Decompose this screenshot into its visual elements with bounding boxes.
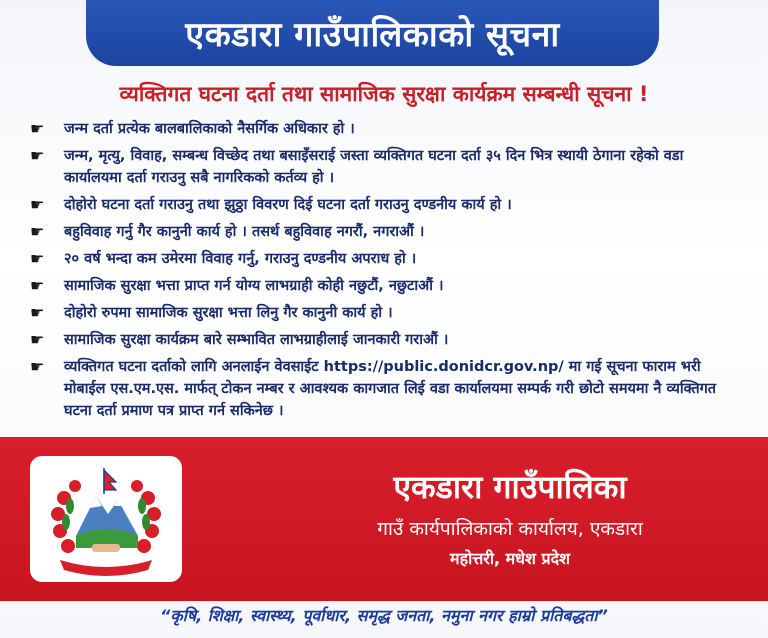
- pointing-hand-icon: ☛: [30, 195, 45, 214]
- header-title: एकडारा गाउँपालिकाको सूचना: [86, 0, 659, 66]
- list-item-text: बहुविवाह गर्नु गैर कानुनी कार्य हो । तसर्थ बहुविवाह नगरौं, नगराऔं ।: [64, 224, 425, 240]
- list-item-text: जन्म दर्ता प्रत्येक बालबालिकाको नैसर्गिक अधिकार हो ।: [64, 121, 355, 137]
- list-item: [30, 221, 740, 243]
- notice-list: [30, 118, 740, 427]
- pointing-hand-icon: ☛: [30, 146, 45, 165]
- list-item: [30, 275, 740, 297]
- org-name: एकडारा गाउँपालिका: [393, 468, 627, 506]
- list-item: [30, 194, 740, 216]
- slogan: “कृषि, शिक्षा, स्वास्थ्य, पूर्वाधार, समृद्ध जनता, नमुना नगर हाम्रो प्रतिबद्धता”: [160, 606, 608, 625]
- pointing-hand-icon: ☛: [30, 249, 45, 268]
- province-name: महोत्तरी, मधेश प्रदेश: [450, 549, 570, 568]
- pointing-hand-icon: ☛: [30, 357, 45, 376]
- emblem-frame: [30, 456, 182, 582]
- list-item: [30, 118, 740, 140]
- list-item-text: २० वर्ष भन्दा कम उमेरमा विवाह गर्नु, गराउनु दण्डनीय अपराध हो ।: [64, 251, 417, 267]
- list-item: [30, 145, 740, 189]
- list-item: [30, 356, 740, 422]
- pointing-hand-icon: ☛: [30, 222, 45, 241]
- list-item-text: दोहोरो घटना दर्ता गराउनु तथा झुठ्ठा विवरण दिई घटना दर्ता गराउनु दण्डनीय कार्य हो ।: [64, 197, 512, 213]
- list-item-text: सामाजिक सुरक्षा कार्यक्रम बारे सम्भावित लाभग्राहीलाई जानकारी गराऔं ।: [64, 332, 449, 348]
- list-item-text: दोहोरो रुपमा सामाजिक सुरक्षा भत्ता लिनु गैर कानुनी कार्य हो ।: [64, 305, 393, 321]
- pointing-hand-icon: ☛: [30, 119, 45, 138]
- list-item-text: जन्म, मृत्यु, विवाह, सम्बन्ध विच्छेद तथा बसाइँसराई जस्ता व्यक्तिगत घटना दर्ता ३५ दिन भित्र स्थायी ठेगाना रहेको वडा कार्यालयमा दर्ता गराउनु सबै नागरिकको कर्तव्य हो ।: [64, 148, 684, 186]
- list-item: [30, 329, 740, 351]
- list-item: [30, 302, 740, 324]
- notice-subtitle: व्यक्तिगत घटना दर्ता तथा सामाजिक सुरक्षा कार्यक्रम सम्बन्धी सूचना !: [119, 82, 649, 106]
- pointing-hand-icon: ☛: [30, 330, 45, 349]
- list-item: [30, 248, 740, 270]
- office-name: गाउँ कार्यपालिकाको कार्यालय, एकडारा: [377, 518, 643, 540]
- list-item-text: सामाजिक सुरक्षा भत्ता प्राप्त गर्न योग्य लाभग्राही कोही नछुटौं, नछुटाऔं ।: [64, 278, 444, 294]
- pointing-hand-icon: ☛: [30, 303, 45, 322]
- nepal-emblem-icon: [30, 456, 182, 582]
- footer-banner: [0, 437, 768, 601]
- pointing-hand-icon: ☛: [30, 276, 45, 295]
- list-item-text: व्यक्तिगत घटना दर्ताको लागि अनलाईन वेवसाईट https://public.donidcr.gov.np/ मा गई सूचना फाराम भरी मोबाईल एस.एम.एस. मार्फत् टोकन नम्बर र आवश्यक कागजात लिई वडा कार्यालयमा सम्पर्क गरी छोटो समयमा नै व्यक्तिगत घटना दर्ता प्रमाण पत्र प्राप्त गर्न सकिनेछ ।: [64, 359, 717, 419]
